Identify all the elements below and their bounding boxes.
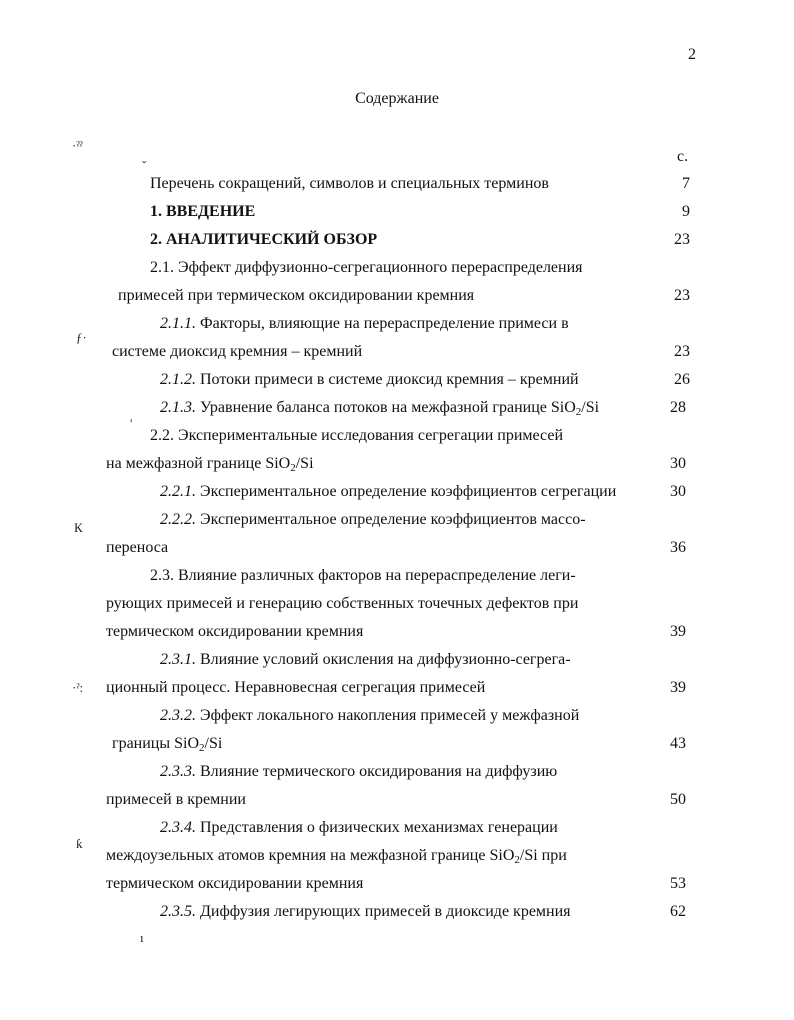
toc-entry-number: 2.3.1. — [160, 651, 196, 668]
toc-entry-2-1-3[interactable] — [160, 398, 599, 418]
toc-entry-2-3-1[interactable] — [160, 650, 571, 670]
toc-entry-text: системе диоксид кремния – кремний — [112, 343, 363, 360]
toc-entry-text: 2.3. Влияние различных факторов на перераспределение леги- — [150, 567, 576, 584]
page-title: Содержание — [355, 90, 439, 107]
toc-entry-text: термическом оксидировании кремния — [106, 623, 364, 640]
toc-entry-text: Экспериментальное определение коэффициентов сегрегации — [196, 483, 617, 500]
scan-mark: ·ˀˀ — [72, 138, 83, 153]
toc-page-number: 9 — [682, 203, 690, 220]
toc-entry-2-3-continued — [106, 594, 578, 614]
toc-entry-number: 2.1.2. — [160, 371, 196, 388]
scan-mark: ƙ — [76, 836, 83, 851]
toc-entry-number: 2.3.2. — [160, 707, 196, 724]
toc-entry-text: 2.1. Эффект диффузионно-сегрегационного перераспределения — [150, 259, 583, 276]
toc-entry-text: /Si — [204, 735, 223, 752]
toc-entry-text: примесей при термическом оксидировании кремния — [118, 287, 475, 304]
toc-entry-2-1[interactable] — [150, 258, 583, 278]
toc-page-number: 39 — [670, 679, 686, 696]
toc-entry-2-3[interactable] — [150, 566, 576, 586]
scan-mark: ' — [130, 416, 133, 431]
toc-entry-2-1-1-continued — [112, 342, 362, 362]
toc-entry-abbreviations[interactable] — [150, 174, 549, 194]
toc-entry-text: Влияние условий окисления на диффузионно-сегрега- — [196, 651, 571, 668]
toc-entry-2-1-2[interactable] — [160, 370, 579, 390]
toc-page-number: 28 — [670, 399, 686, 416]
toc-entry-2-1-continued — [118, 286, 474, 306]
toc-entry-text: переноса — [106, 539, 169, 556]
toc-entry-number: 2.3.4. — [160, 819, 196, 836]
toc-entry-number: 2.3.3. — [160, 763, 196, 780]
toc-entry-2-3-4-continued — [106, 874, 363, 894]
page-column-header: с. — [677, 148, 689, 165]
toc-entry-text: границы SiO — [112, 735, 199, 752]
toc-page-number: 30 — [670, 483, 686, 500]
toc-entry-2-3-3-continued — [106, 790, 246, 810]
toc-page-number: 7 — [682, 175, 690, 192]
toc-entry-2-3-2-continued — [112, 734, 222, 754]
toc-entry-text: Эффект локального накопления примесей у межфазной — [196, 707, 580, 724]
toc-page-number: 23 — [674, 343, 690, 360]
toc-page-number: 53 — [670, 875, 686, 892]
toc-entry-analytical-review[interactable] — [150, 230, 377, 250]
toc-entry-introduction[interactable] — [150, 202, 255, 222]
toc-entry-text: Потоки примеси в системе диоксид кремния – кремний — [196, 371, 579, 388]
subscript: 2 — [514, 854, 520, 866]
toc-page-number: 39 — [670, 623, 686, 640]
toc-entry-text: на межфазной границе SiO — [106, 455, 291, 472]
toc-entry-text: /Si — [295, 455, 314, 472]
toc-entry-number: 2.2.2. — [160, 511, 196, 528]
toc-page-number: 62 — [670, 903, 686, 920]
toc-entry-2-3-4-continued — [106, 846, 567, 866]
toc-entry-text: рующих примесей и генерацию собственных точечных дефектов при — [106, 595, 579, 612]
subscript: 2 — [290, 462, 296, 474]
toc-page-number: 36 — [670, 539, 686, 556]
toc-entry-text: /Si — [581, 399, 600, 416]
scan-mark: К — [74, 520, 83, 535]
toc-entry-text: Диффузия легирующих примесей в диоксиде кремния — [196, 903, 571, 920]
toc-entry-text: 1. ВВЕДЕНИЕ — [150, 203, 256, 220]
toc-page-number: 30 — [670, 455, 686, 472]
toc-entry-text: Уравнение баланса потоков на межфазной границе SiO — [196, 399, 576, 416]
toc-entry-2-2-1[interactable] — [160, 482, 616, 502]
toc-entry-2-3-continued — [106, 622, 363, 642]
scan-mark: ı — [140, 930, 144, 945]
toc-entry-number: 2.1.3. — [160, 399, 196, 416]
toc-entry-number: 2.2.1. — [160, 483, 196, 500]
subscript: 2 — [575, 406, 582, 418]
toc-entry-2-3-2[interactable] — [160, 706, 579, 726]
toc-page-number: 23 — [674, 287, 690, 304]
toc-entry-text: междоузельных атомов кремния на межфазной границе SiO — [106, 847, 515, 864]
toc-entry-text: ционный процесс. Неравновесная сегрегация примесей — [106, 679, 486, 696]
toc-page-number: 23 — [674, 231, 690, 248]
toc-entry-text: Влияние термического оксидирования на диффузию — [196, 763, 558, 780]
toc-page-number: 50 — [670, 791, 686, 808]
scan-mark: ˇ — [142, 158, 147, 173]
toc-entry-2-2[interactable] — [150, 426, 563, 446]
subscript: 2 — [199, 742, 205, 754]
toc-entry-text: Перечень сокращений, символов и специальных терминов — [150, 175, 549, 192]
toc-entry-2-3-3[interactable] — [160, 762, 557, 782]
page-number: 2 — [688, 46, 696, 63]
toc-entry-text: Экспериментальное определение коэффициентов массо- — [196, 511, 586, 528]
toc-entry-text: Представления о физических механизмах генерации — [196, 819, 558, 836]
toc-entry-2-2-2[interactable] — [160, 510, 586, 530]
toc-page-number: 43 — [670, 735, 686, 752]
toc-entry-2-2-2-continued — [106, 538, 168, 558]
scan-mark: ƒ· — [76, 330, 87, 345]
toc-page-number: 26 — [674, 371, 690, 388]
toc-entry-text: Факторы, влияющие на перераспределение примеси в — [196, 315, 569, 332]
toc-entry-text: 2.2. Экспериментальные исследования сегрегации примесей — [150, 427, 564, 444]
toc-entry-text: 2. АНАЛИТИЧЕСКИЙ ОБЗОР — [150, 231, 378, 248]
toc-entry-2-3-1-continued — [106, 678, 485, 698]
toc-entry-text: /Si при — [519, 847, 567, 864]
toc-entry-text: термическом оксидировании кремния — [106, 875, 364, 892]
scan-mark: ·ˀ: — [72, 680, 84, 695]
toc-entry-number: 2.1.1. — [160, 315, 196, 332]
toc-entry-2-2-continued — [106, 454, 314, 474]
toc-entry-2-3-4[interactable] — [160, 818, 558, 838]
toc-entry-2-3-5[interactable] — [160, 902, 571, 922]
toc-entry-number: 2.3.5. — [160, 903, 196, 920]
toc-entry-text: примесей в кремнии — [106, 791, 246, 808]
toc-entry-2-1-1[interactable] — [160, 314, 569, 334]
